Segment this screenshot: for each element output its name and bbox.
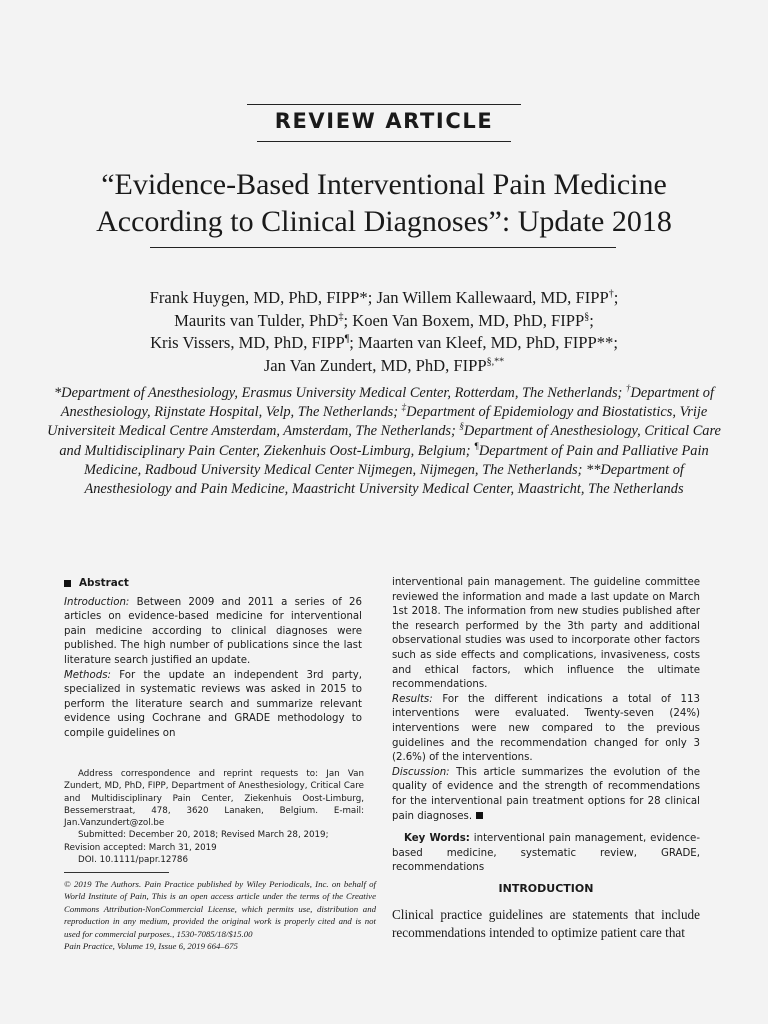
abstract-introduction: Introduction: Between 2009 and 2011 a series of 26 articles on evidence-based medicine for interventional pain medicine according to clinical diagnoses were published. The high number of publications since the last literature search justified an update. xyxy=(64,596,362,666)
article-title xyxy=(40,166,728,240)
introduction-text: Clinical practice guidelines are statements that include recommendations intended to optimize patient care that xyxy=(392,907,700,940)
kicker-bottom-rule xyxy=(257,141,511,142)
abstract-discussion: Discussion: This article summarizes the evolution of the quality of evidence and the strength of recommendations for the interventional pain treatment options for 28 clinical pain diagnoses. xyxy=(392,766,700,822)
abstract-methods: Methods: For the update an independent 3rd party, specialized in systematic reviews was asked in 2015 to perform the literature search and summarize relevant evidence using Cochrane and GRADE methodology to compile guidelines on xyxy=(64,669,362,739)
end-mark-icon xyxy=(476,812,483,819)
abstract-left-column xyxy=(64,576,362,742)
title-line-2: According to Clinical Diagnoses”: Update 2018 xyxy=(96,205,672,238)
footnote-rule xyxy=(64,872,169,873)
author-line-1: Frank Huygen, MD, PhD, FIPP*; Jan Willem Kallewaard, MD, FIPP†; xyxy=(149,288,619,307)
kicker-top-rule xyxy=(247,104,521,105)
correspondence-note: Address correspondence and reprint requests to: Jan Van Zundert, MD, PhD, FIPP, Department of Anesthesiology, Critical Care and Multidisciplinary Pain Center, Ziekenhuis Oost-Limburg, Bessemerstraat, 478, 3620 Lanaken, Belgium. E-mail: Jan.Vanzundert@zol.be Submitted: December 20, 2018; Revised March 28, 2019; Revision accepted: March 31, 2019 DOI. 10.1111/papr.12786 xyxy=(64,769,364,866)
introduction-heading: INTRODUCTION xyxy=(498,882,594,895)
author-line-4: Jan Van Zundert, MD, PhD, FIPP§,** xyxy=(263,355,505,375)
copyright-footnote: © 2019 The Authors. Pain Practice published by Wiley Periodicals, Inc. on behalf of World Institute of Pain, This is an open access article under the terms of the Creative Commons Attribution-NonCommercial License, which permits use, distribution and reproduction in any medium, provided the original work is properly cited and is not used for commercial purposes., 1530-7085/18/$15.00 Pain Practice, Volume 19, Issue 6, 2019 664–675 xyxy=(64,879,376,952)
key-words: Key Words: interventional pain management, evidence-based medicine, systematic review, GRADE, recommendations xyxy=(392,833,701,874)
title-line-1: “Evidence-Based Interventional Pain Medicine xyxy=(101,168,667,201)
affiliations: *Department of Anesthesiology, Erasmus University Medical Center, Rotterdam, The Netherlands; †Department of Anesthesiology, Rijnstate Hospital, Velp, The Netherlands; ‡Department of Epidemiology and Biostatistics, Vrije Universiteit Medical Centre Amsterdam, Amsterdam, The Netherlands; §Department of Anesthesiology, Critical Care and Multidisciplinary Pain Center, Ziekenhuis Oost-Limburg, Belgium; ¶Department of Pain and Palliative Pain Medicine, Radboud University Medical Center Nijmegen, Nijmegen, The Netherlands; **Department of Anesthesiology and Pain Medicine, Maastricht University Medical Center, Maastricht, The Netherlands xyxy=(47,383,721,498)
abstract-results: Results: For the different indications a total of 113 interventions were evaluated. Twenty-seven (24%) interventions were new compared to the previous guidelines and the recommendation changed for only 3 (2.6%) of the interventions. xyxy=(392,693,700,764)
author-line-2: Maurits van Tulder, PhD‡; Koen Van Boxem, MD, PhD, FIPP§; xyxy=(174,310,594,330)
article-type-kicker: REVIEW ARTICLE xyxy=(274,109,494,133)
author-line-3: Kris Vissers, MD, PhD, FIPP¶; Maarten van Kleef, MD, PhD, FIPP**; xyxy=(150,333,618,352)
title-rule xyxy=(150,247,616,248)
abstract-methods-continued: interventional pain management. The guideline committee reviewed the information and made a last update on March 1st 2018. The information from new studies published after the research performed by the 3th party and additional observational studies was used to incorporate other factors such as side effects and complications, invasiveness, costs and ethical factors, which influence the ultimate recommendations. xyxy=(392,577,700,691)
abstract-heading: Abstract xyxy=(64,576,362,591)
square-bullet-icon xyxy=(64,580,71,587)
author-list xyxy=(60,287,708,377)
abstract-right-column xyxy=(392,576,700,824)
journal-citation: Pain Practice, Volume 19, Issue 6, 2019 664–675 xyxy=(64,941,238,952)
